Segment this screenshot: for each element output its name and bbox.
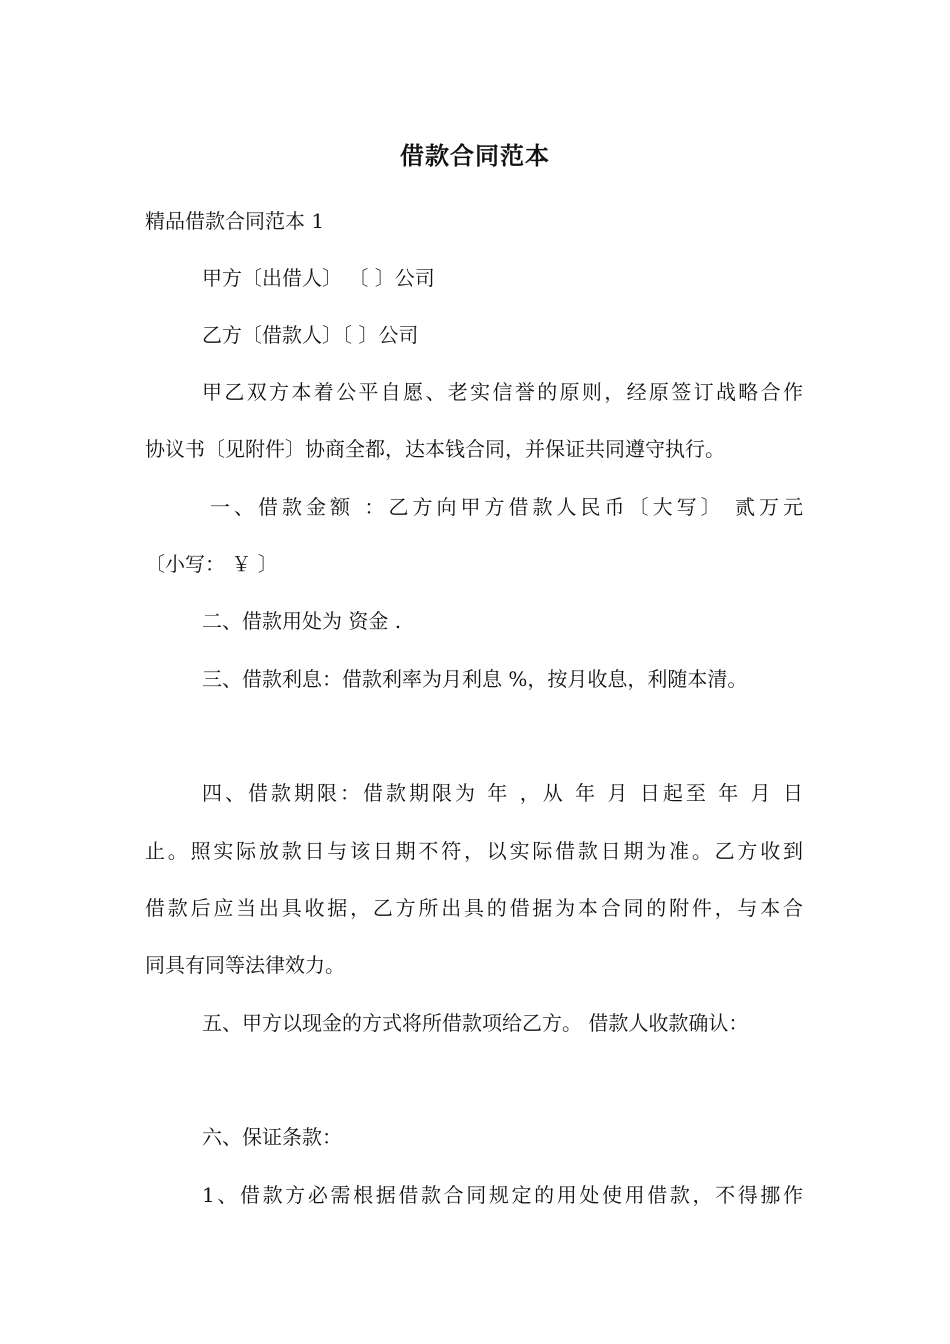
party-a-line: 甲方〔出借人〕 〔 〕公司: [202, 266, 435, 290]
clause-4-line: 借款后应当出具收据，乙方所出具的借据为本合同的附件，与本合: [145, 896, 803, 920]
clause-6-item-line: 1、借款方必需根据借款合同规定的用处使用借款，不得挪作: [202, 1183, 803, 1207]
section-heading: 精品借款合同范本 1: [145, 209, 325, 233]
clause-2-line: 二、借款用处为 资金 .: [202, 609, 402, 633]
paragraph-line: 甲乙双方本着公平自愿、老实信誉的原则，经原签订战略合作: [202, 380, 803, 404]
clause-4-line: 同具有同等法律效力。: [145, 953, 345, 977]
party-b-line: 乙方〔借款人〕〔 〕公司: [202, 323, 419, 347]
clause-4-line: 四、借款期限：借款期限为 年 ，从 年 月 日起至 年 月 日: [202, 781, 803, 805]
clause-1-line: 〔小写： ￥ 〕: [145, 552, 278, 576]
clause-5-line: 五、甲方以现金的方式将所借款项给乙方。 借款人收款确认：: [202, 1011, 749, 1035]
clause-1-line: 一、借款金额 ：乙方向甲方借款人民币〔大写〕 贰万元: [210, 495, 803, 519]
clause-3-line: 三、借款利息：借款利率为月利息 %，按月收息，利随本清。: [202, 667, 748, 691]
clause-6-heading: 六、保证条款：: [202, 1125, 342, 1149]
paragraph-line: 协议书〔见附件〕协商全都，达本钱合同，并保证共同遵守执行。: [145, 437, 725, 461]
clause-4-line: 止。照实际放款日与该日期不符，以实际借款日期为准。乙方收到: [145, 839, 803, 863]
document-title: 借款合同范本: [400, 141, 550, 170]
